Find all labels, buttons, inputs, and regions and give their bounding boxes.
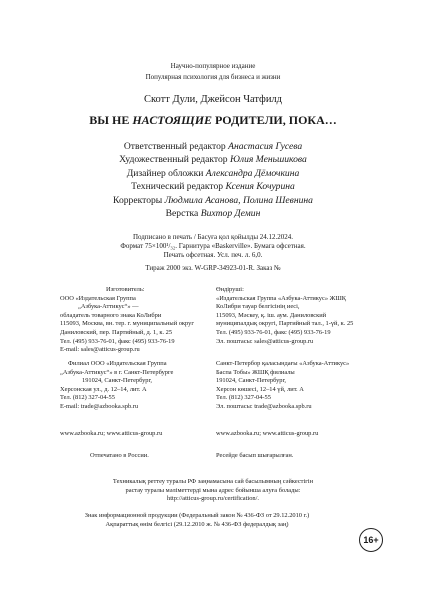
text-line: «Издательская Группа «Азбука-Аттикус» ЖШҚ bbox=[216, 294, 347, 302]
web-link-kz[interactable]: www.azbooka.ru; www.atticus-group.ru bbox=[216, 430, 319, 437]
text-line: Тел. (495) 933-76-01, факс (495) 933-76-19 bbox=[216, 328, 331, 336]
text-line: E-mail: trade@azbooka.spb.ru bbox=[60, 402, 139, 410]
text-line: „Азбука-Аттикус“» — bbox=[78, 303, 139, 311]
print-line: Подписано в печать / Басуға қол қойылды 24.12.2024. bbox=[132, 233, 294, 241]
book-title bbox=[0, 113, 426, 128]
staff-row bbox=[0, 153, 426, 166]
staff-name: Вихтор Демин bbox=[200, 208, 261, 220]
print-line: Печать офсетная. Усл. печ. л. 6,0. bbox=[163, 251, 263, 259]
staff-role: Художественный редактор bbox=[119, 154, 228, 166]
text-line: Херсонская ул., д. 12–14, лит. А bbox=[60, 385, 147, 393]
text-line: „Азбука-Аттикус“» в г. Санкт-Петербурге bbox=[60, 368, 174, 376]
text-line: КоЛибри тауар белгісінің иесі, bbox=[216, 303, 300, 311]
text-line: Филиал ООО «Издательская Группа bbox=[68, 360, 167, 367]
staff-row bbox=[0, 180, 426, 193]
text-line: Техникалық реттеу туралы РФ заңнамасына сай басылымның сәйкестігін bbox=[112, 478, 314, 485]
title-part-3: РОДИТЕЛИ, ПОКА… bbox=[212, 113, 337, 127]
staff-role: Ответственный редактор bbox=[123, 141, 226, 152]
text-line: E-mail: sales@atticus-group.ru bbox=[60, 346, 140, 354]
branch-kz bbox=[216, 360, 376, 412]
branch-ru bbox=[60, 360, 206, 412]
text-line: Тел. (495) 933-76-01, факс (495) 933-76-19 bbox=[60, 337, 175, 345]
staff-row bbox=[0, 207, 426, 220]
info-product-sign bbox=[42, 512, 352, 529]
text-line: Даниловский, пер. Партийный, д. 1, к. 25 bbox=[60, 328, 173, 336]
maker-ru bbox=[60, 286, 206, 355]
text-line: обладатель товарного знака КоЛибри bbox=[60, 311, 162, 319]
printed-in-ru: Отпечатано в России. bbox=[90, 452, 149, 459]
staff-row bbox=[0, 194, 426, 207]
staff-role: Верстка bbox=[165, 208, 199, 220]
title-part-1: ВЫ НЕ bbox=[89, 113, 133, 127]
text-line: Херсон көшесі, 12–14 үй, лит. А bbox=[216, 385, 304, 393]
maker-kz bbox=[216, 286, 376, 346]
staff-name: Ксения Кочурина bbox=[225, 181, 295, 193]
maker-label: Изготовитель: bbox=[106, 286, 145, 293]
text-line: Санкт-Петербор қаласындағы «Азбука-Аттикус» bbox=[216, 360, 350, 367]
text-line: Эл. поштасы: sales@atticus-group.ru bbox=[216, 337, 314, 345]
staff-row bbox=[0, 167, 426, 180]
staff-name: Людмила Асанова, Полина Шевнина bbox=[164, 194, 313, 206]
staff-role: Технический редактор bbox=[131, 181, 224, 193]
print-run: Тираж 2000 экз. W-GRP-34923-01-R. Заказ № bbox=[145, 264, 281, 272]
print-info bbox=[0, 233, 426, 273]
text-line: 191024, Санкт-Петербург, bbox=[216, 377, 286, 385]
edition-type: Научно-популярное издание bbox=[170, 62, 256, 70]
certification-link[interactable]: http://atticus-group.ru/certification/. bbox=[167, 495, 259, 503]
maker-label: Өндіруші: bbox=[216, 286, 244, 293]
staff-name: Александра Дёмочкина bbox=[205, 167, 300, 179]
text-line: 115093, Мәскеу, қ. іш. аум. Даниловский bbox=[216, 311, 327, 319]
series-name: Популярная психология для бизнеса и жизни bbox=[145, 73, 281, 81]
staff-list bbox=[0, 140, 426, 220]
printed-in-kz: Ресейде басып шығарылған. bbox=[216, 452, 294, 459]
print-line: Формат 75×100¹/₃₂. Гарнитура «Baskerville». Бумага офсетная. bbox=[120, 242, 306, 250]
text-line: Тел. (812) 327-04-55 bbox=[60, 394, 115, 402]
staff-role: Дизайнер обложки bbox=[126, 167, 204, 179]
text-line: муниципалдық округі, Партийный тал., 1-үй, к. 25 bbox=[216, 320, 354, 328]
text-line: Баспа Тобы» ЖШҚ филиалы bbox=[216, 368, 295, 376]
title-part-2: НАСТОЯЩИЕ bbox=[132, 113, 213, 127]
staff-row bbox=[0, 140, 426, 153]
authors: Скотт Дули, Джейсон Чатфилд bbox=[143, 94, 283, 105]
text-line: ООО «Издательская Группа bbox=[60, 294, 136, 302]
text-line: 191024, Санкт-Петербург, bbox=[82, 377, 152, 385]
web-link-ru[interactable]: www.azbooka.ru; www.atticus-group.ru bbox=[60, 430, 163, 437]
age-rating-badge: 16+ bbox=[359, 528, 383, 552]
staff-name: Анастасия Гусева bbox=[228, 141, 303, 152]
text-line: Тел. (812) 327-04-55 bbox=[216, 394, 271, 402]
text-line: 115093, Москва, вн. тер. г. муниципальный округ bbox=[60, 320, 194, 328]
text-line: растау туралы мәліметтерді мына адрес бойынша алуға болады: bbox=[125, 486, 301, 494]
text-line: Ақпараттық өнім белгісі (29.12.2010 ж. № 436-ФЗ федералдық заң) bbox=[105, 520, 289, 528]
staff-name: Юлия Меньшикова bbox=[229, 154, 307, 166]
staff-role: Корректоры bbox=[113, 194, 163, 206]
certification-note bbox=[0, 478, 426, 504]
text-line: Эл. поштасы: trade@azbooka.spb.ru bbox=[216, 402, 312, 410]
text-line: Знак информационной продукции (Федеральный закон № 436-ФЗ от 29.12.2010 г.) bbox=[84, 512, 310, 519]
